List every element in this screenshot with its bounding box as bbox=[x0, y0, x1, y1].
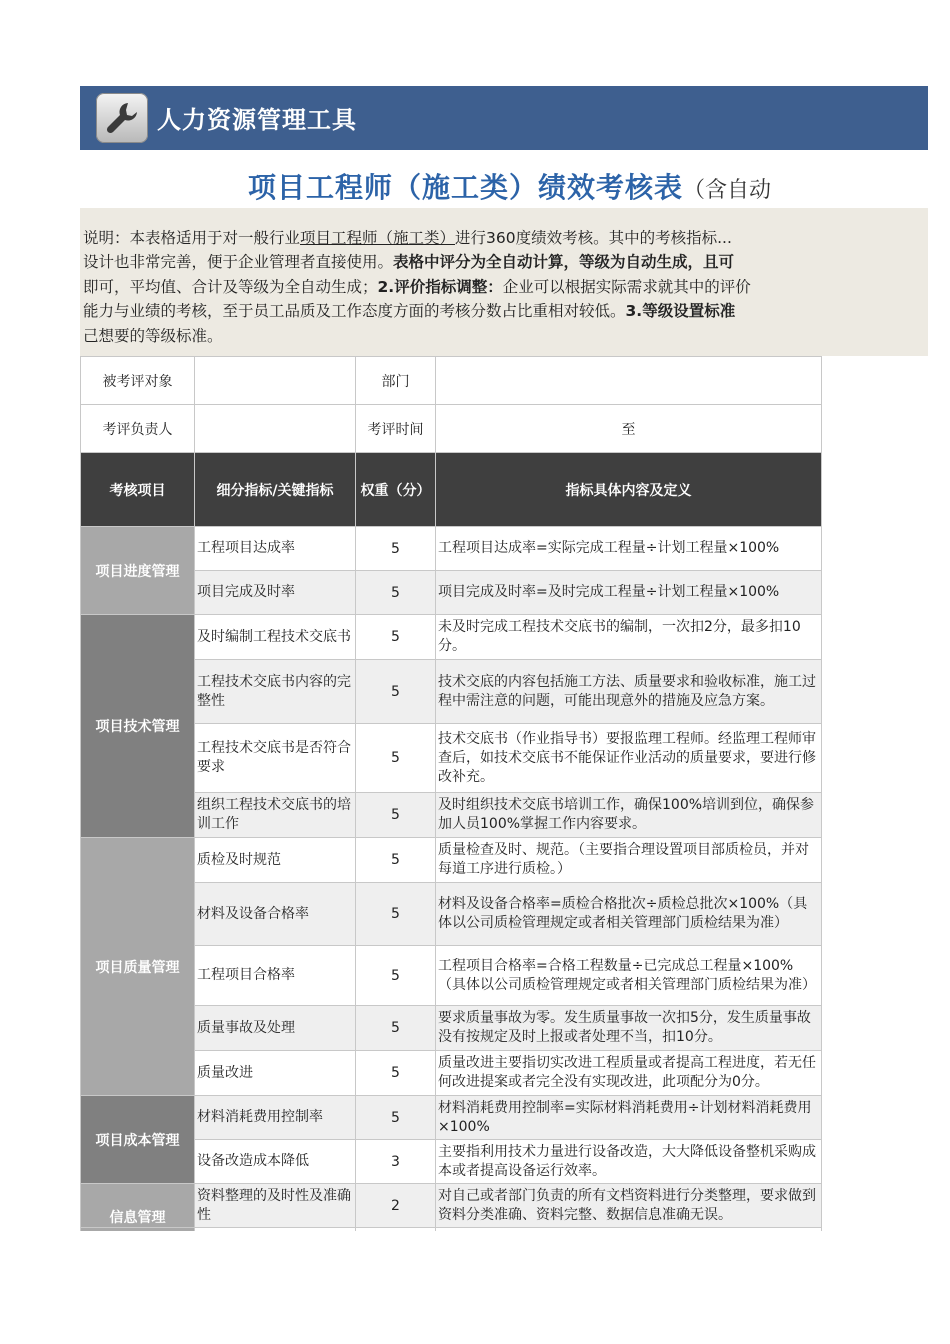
table-row bbox=[81, 1096, 822, 1140]
indicator-cell: 项目完成及时率 bbox=[195, 571, 356, 615]
weight-cell: 5 bbox=[356, 946, 436, 1006]
definition-cell: 主要指利用技术力量进行设备改造，大大降低设备整机采购成本或者提高设备运行效率。 bbox=[436, 1140, 822, 1184]
header-weight: 权重（分） bbox=[356, 453, 436, 527]
table-row bbox=[81, 527, 822, 571]
header-definition: 指标具体内容及定义 bbox=[436, 453, 822, 527]
title-area bbox=[80, 160, 928, 208]
indicator-cell: 组织工程技术交底书的培训工作 bbox=[195, 793, 356, 838]
definition-cell: 材料消耗费用控制率=实际材料消耗费用÷计划材料消耗费用×100% bbox=[436, 1096, 822, 1140]
table-header bbox=[81, 453, 822, 527]
note-line-5: 己想要的等级标准。 bbox=[83, 326, 223, 345]
definition-cell: 质量检查及时、规范。（主要指合理设置项目部质检员，并对每道工序进行质检。） bbox=[436, 838, 822, 883]
weight-cell: 5 bbox=[356, 571, 436, 615]
target-label: 被考评对象 bbox=[81, 357, 195, 405]
time-label: 考评时间 bbox=[356, 405, 436, 453]
weight-cell: 5 bbox=[356, 724, 436, 793]
indicator-cell: 设备改造成本降低 bbox=[195, 1140, 356, 1184]
header-indicator: 细分指标/关键指标 bbox=[195, 453, 356, 527]
weight-cell: 5 bbox=[356, 1096, 436, 1140]
category-quality: 项目质量管理 bbox=[81, 838, 195, 1096]
weight-cell: 3 bbox=[356, 1140, 436, 1184]
top-banner bbox=[80, 86, 928, 150]
weight-cell: 5 bbox=[356, 527, 436, 571]
indicator-cell: 工程项目合格率 bbox=[195, 946, 356, 1006]
page-title-main: 项目工程师（施工类）绩效考核表 bbox=[248, 171, 684, 204]
definition-cell: 项目完成及时率=及时完成工程量÷计划工程量×100% bbox=[436, 571, 822, 615]
page-bottom-margin bbox=[0, 1231, 950, 1344]
dept-input[interactable] bbox=[436, 357, 822, 405]
indicator-cell: 资料整理的及时性及准确性 bbox=[195, 1184, 356, 1228]
definition-cell: 及时组织技术交底书培训工作，确保100%培训到位，确保参加人员100%掌握工作内容要求。 bbox=[436, 793, 822, 838]
definition-cell: 工程项目达成率=实际完成工程量÷计划工程量×100% bbox=[436, 527, 822, 571]
info-row-1 bbox=[81, 357, 822, 405]
instruction-note bbox=[80, 208, 928, 356]
indicator-cell: 工程项目达成率 bbox=[195, 527, 356, 571]
definition-cell: 对自己或者部门负责的所有文档资料进行分类整理，要求做到资料分类准确、资料完整、数据信息准确无误。 bbox=[436, 1184, 822, 1228]
weight-cell: 5 bbox=[356, 838, 436, 883]
target-input[interactable] bbox=[195, 357, 356, 405]
weight-cell: 5 bbox=[356, 660, 436, 724]
weight-cell: 5 bbox=[356, 793, 436, 838]
note-line-3: 即可，平均值、合计及等级为全自动生成；2.评价指标调整：企业可以根据实际需求就其中的评价 bbox=[83, 277, 751, 296]
table-row bbox=[81, 1184, 822, 1228]
weight-cell: 5 bbox=[356, 883, 436, 946]
evaluator-label: 考评负责人 bbox=[81, 405, 195, 453]
indicator-cell: 质量改进 bbox=[195, 1051, 356, 1096]
time-input[interactable]: 至 bbox=[436, 405, 822, 453]
indicator-cell: 工程技术交底书是否符合要求 bbox=[195, 724, 356, 793]
indicator-cell: 材料消耗费用控制率 bbox=[195, 1096, 356, 1140]
category-technical: 项目技术管理 bbox=[81, 615, 195, 838]
note-line-2: 设计也非常完善，便于企业管理者直接使用。表格中评分为全自动计算，等级为自动生成，且可 bbox=[83, 253, 735, 272]
definition-cell: 技术交底书（作业指导书）要报监理工程师。经监理工程师审查后，如技术交底书不能保证作业活动的质量要求，要进行修改补充。 bbox=[436, 724, 822, 793]
table-row bbox=[81, 838, 822, 883]
category-information: 信息管理 bbox=[81, 1184, 195, 1228]
definition-cell: 材料及设备合格率=质检合格批次÷质检总批次×100%（具体以公司质检管理规定或者相关管理部门质检结果为准） bbox=[436, 883, 822, 946]
indicator-cell: 材料及设备合格率 bbox=[195, 883, 356, 946]
definition-cell: 要求质量事故为零。发生质量事故一次扣5分，发生质量事故没有按规定及时上报或者处理不当，扣10分。 bbox=[436, 1006, 822, 1051]
indicator-cell: 质检及时规范 bbox=[195, 838, 356, 883]
definition-cell: 质量改进主要指切实改进工程质量或者提高工程进度，若无任何改进提案或者完全没有实现改进，此项配分为0分。 bbox=[436, 1051, 822, 1096]
evaluator-input[interactable] bbox=[195, 405, 356, 453]
definition-cell: 未及时完成工程技术交底书的编制，一次扣2分，最多扣10分。 bbox=[436, 615, 822, 660]
note-line-1: 说明：本表格适用于对一般行业项目工程师（施工类）进行360度绩效考核。其中的考核指标... bbox=[83, 229, 732, 247]
weight-cell: 2 bbox=[356, 1184, 436, 1228]
indicator-cell: 及时编制工程技术交底书 bbox=[195, 615, 356, 660]
header-category: 考核项目 bbox=[81, 453, 195, 527]
indicator-cell: 质量事故及处理 bbox=[195, 1006, 356, 1051]
indicator-cell: 工程技术交底书内容的完整性 bbox=[195, 660, 356, 724]
evaluation-table bbox=[80, 356, 822, 1288]
definition-cell: 工程项目合格率=合格工程数量÷已完成总工程量×100%（具体以公司质检管理规定或者相关管理部门质检结果为准） bbox=[436, 946, 822, 1006]
dept-label: 部门 bbox=[356, 357, 436, 405]
wrench-icon bbox=[96, 93, 148, 143]
weight-cell: 5 bbox=[356, 1006, 436, 1051]
weight-cell: 5 bbox=[356, 615, 436, 660]
info-row-2 bbox=[81, 405, 822, 453]
page-title bbox=[248, 166, 771, 206]
weight-cell: 5 bbox=[356, 1051, 436, 1096]
category-progress: 项目进度管理 bbox=[81, 527, 195, 615]
page-title-suffix: （含自动 bbox=[683, 178, 772, 203]
banner-title: 人力资源管理工具 bbox=[157, 106, 357, 134]
table-row bbox=[81, 615, 822, 660]
definition-cell: 技术交底的内容包括施工方法、质量要求和验收标准，施工过程中需注意的问题，可能出现意外的措施及应急方案。 bbox=[436, 660, 822, 724]
note-line-4: 能力与业绩的考核，至于员工品质及工作态度方面的考核分数占比重相对较低。3.等级设置标准 bbox=[83, 302, 736, 321]
category-cost: 项目成本管理 bbox=[81, 1096, 195, 1184]
